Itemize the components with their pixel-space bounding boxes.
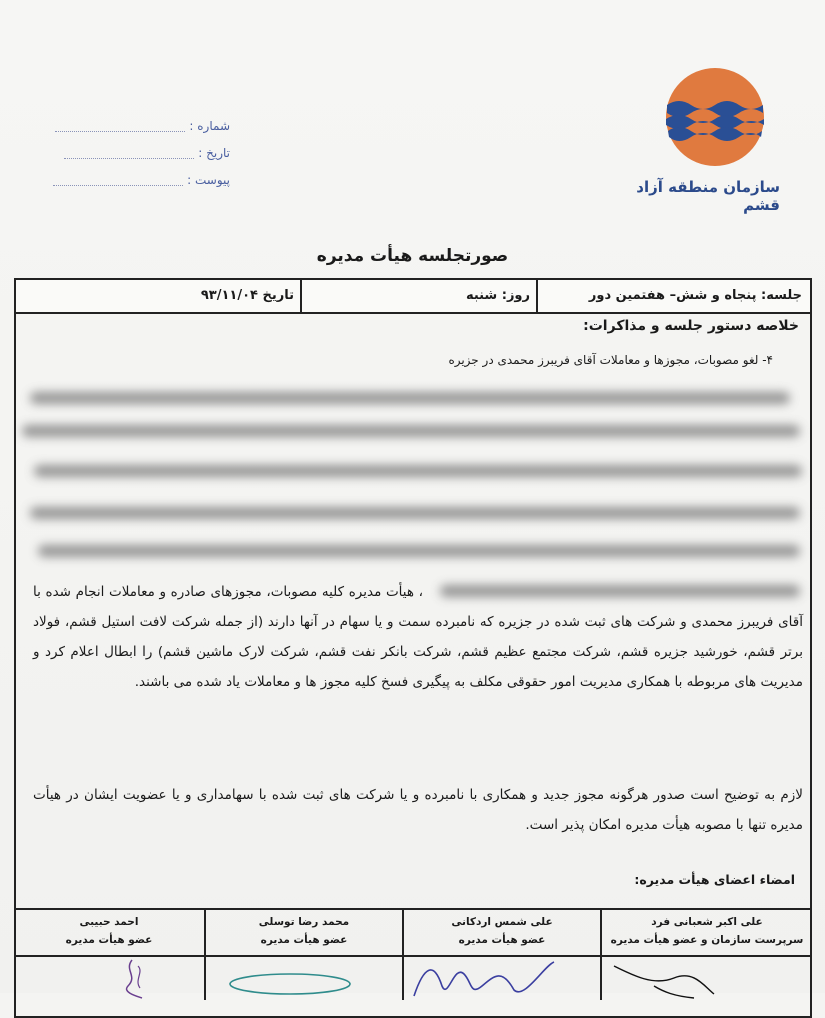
member-role: عضو هیأت مدیره bbox=[458, 934, 546, 946]
summary-title: خلاصه دستور جلسه و مذاکرات: bbox=[583, 318, 799, 334]
redacted-line bbox=[30, 507, 800, 519]
member-role: عضو هیأت مدیره bbox=[260, 934, 348, 946]
reference-attachment-field bbox=[40, 173, 230, 187]
redacted-line bbox=[38, 545, 800, 557]
agenda-item: ۴- لغو مصوبات، مجوزها و معاملات آقای فریبرز محمدی در جزیره bbox=[448, 353, 773, 367]
reference-date-field bbox=[40, 146, 230, 160]
reference-attachment-label: پیوست : bbox=[187, 173, 230, 187]
signature-cell bbox=[14, 910, 204, 958]
redacted-line bbox=[22, 425, 800, 437]
reference-date-label: تاریخ : bbox=[198, 146, 230, 160]
reference-number-field bbox=[40, 119, 230, 133]
signature-cell bbox=[404, 910, 600, 958]
reference-number-label: شماره : bbox=[189, 119, 230, 133]
session-date: تاریخ ۹۳/۱۱/۰۴ bbox=[200, 288, 294, 303]
signature-cell bbox=[602, 910, 812, 958]
member-name: علی اکبر شعبانی فرد bbox=[651, 916, 763, 928]
redacted-line bbox=[34, 465, 802, 477]
note-paragraph: لازم به توضیح است صدور هرگونه مجوز جدید و همکاری با نامبرده و یا شرکت های ثبت شده با سهامداری و یا عضویت ایشان در هیأت مدیره تنها با مصوبه هیأت مدیره امکان پذیر است. bbox=[33, 787, 803, 833]
dotted-line bbox=[55, 122, 185, 132]
qeshm-free-zone-logo-icon bbox=[665, 67, 765, 167]
session-number: جلسه: پنجاه و شش– هفتمین دور bbox=[588, 288, 802, 303]
member-role: عضو هیأت مدیره bbox=[65, 934, 153, 946]
signature-table bbox=[14, 908, 812, 1000]
handwritten-signatures bbox=[14, 956, 812, 1000]
member-name: محمد رضا توسلی bbox=[258, 916, 350, 928]
signature-cell bbox=[206, 910, 402, 958]
decision-paragraph: ، هیأت مدیره کلیه مصوبات، مجوزهای صادره و معاملات انجام شده با آقای فریبرز محمدی و شرکت های ثبت شده در جزیره که نامبرده سمت و یا سهام در آنها دارند (از جمله شرکت لافت استیل قشم، فولاد برتر قشم، خورشید جزیره قشم، شرکت مجتمع عظیم قشم، شرکت بانکر نفت قشم، شرکت لارک ماشین قشم) را ابطال اعلام کرد و مدیریت های مربوطه با همکاری مدیریت امور حقوقی مکلف به پیگیری فسخ کلیه مجوز ها و معاملات یاد شده می باشند. bbox=[33, 584, 803, 690]
member-name: احمد حبیبی bbox=[79, 916, 139, 928]
redacted-line bbox=[30, 392, 790, 404]
dotted-line bbox=[64, 149, 194, 159]
dotted-line bbox=[53, 176, 183, 186]
document-title: صورتجلسه هیأت مدیره bbox=[316, 246, 509, 266]
member-role: سرپرست سازمان و عضو هیأت مدیره bbox=[610, 934, 804, 946]
members-title: امضاء اعضای هیأت مدیره: bbox=[634, 872, 795, 887]
session-header bbox=[14, 278, 812, 314]
session-day: روز: شنبه bbox=[465, 288, 530, 303]
organization-name: سازمان منطقه آزاد قشم bbox=[636, 178, 780, 214]
member-name: علی شمس اردکانی bbox=[451, 916, 553, 928]
